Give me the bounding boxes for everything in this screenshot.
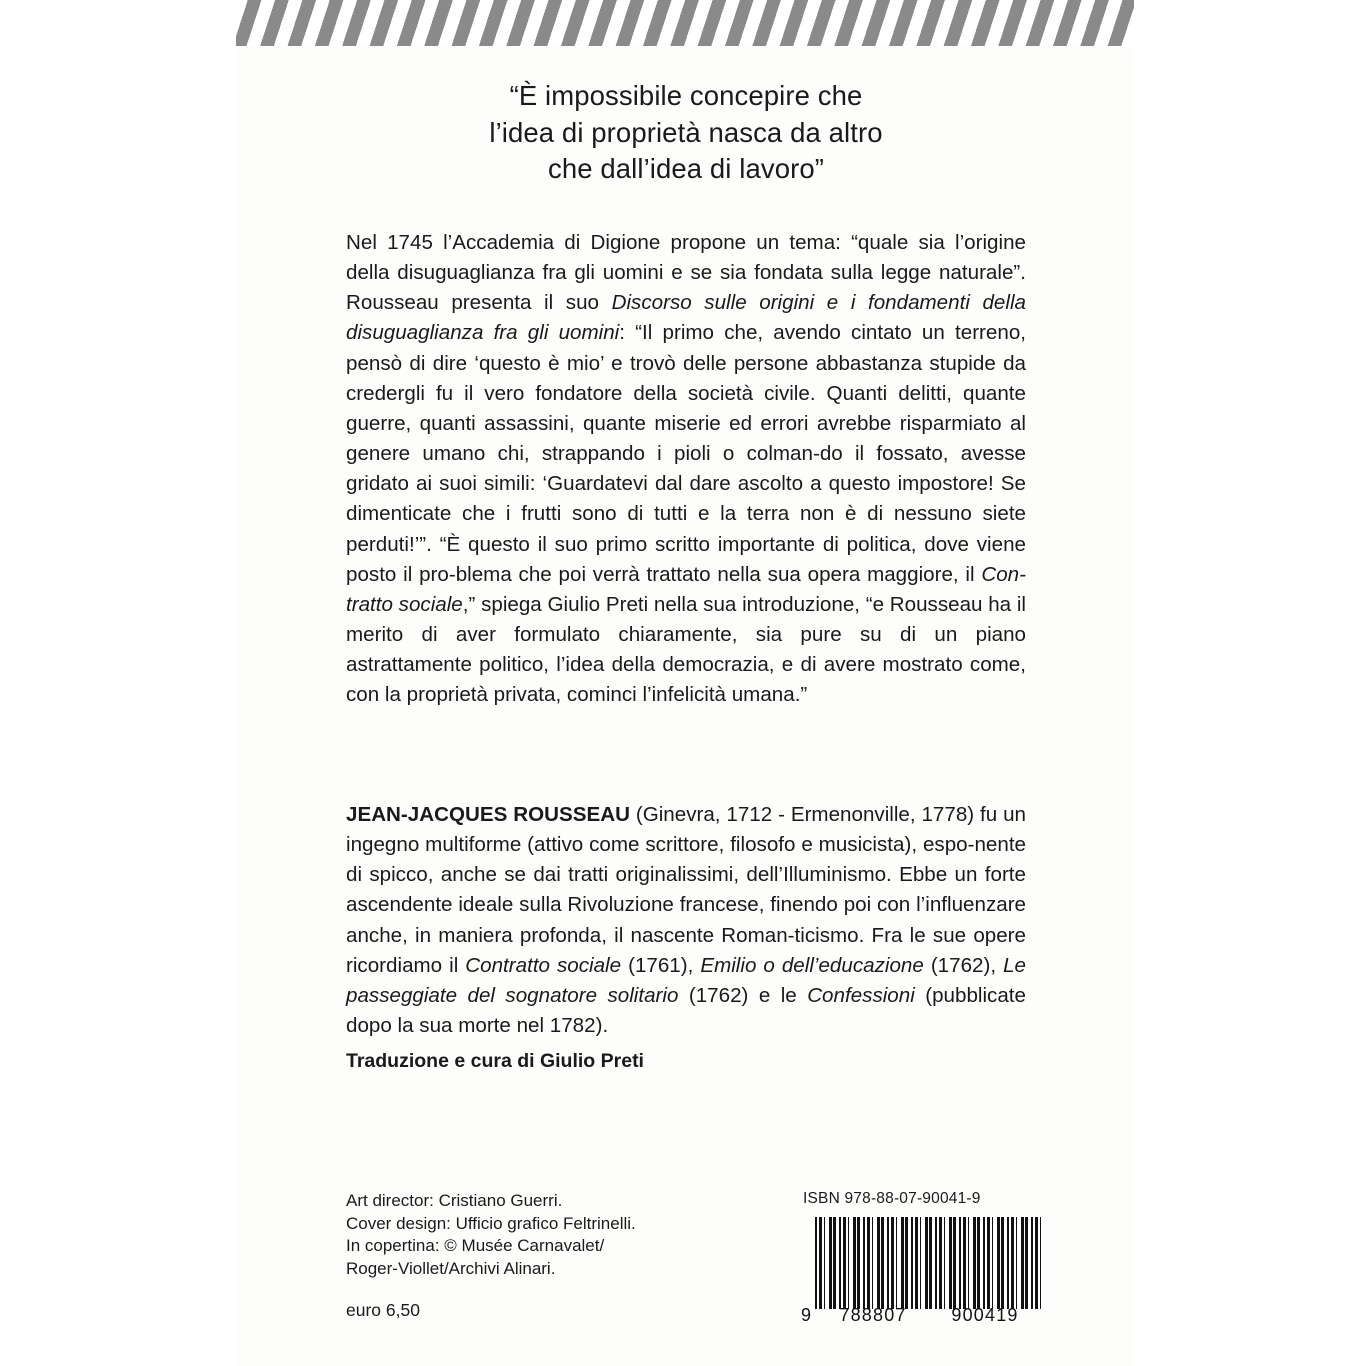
isbn-text: ISBN 978-88-07-90041-9 [803,1190,981,1207]
blurb-text: Nel 1745 l’Accademia di Digione propone un tema: “quale sia l’origine della disuguaglianza fra gli uomini e se sia fondata sulla legge naturale”. Rousseau presenta il suo Discorso sulle origini e i fondamenti della disuguaglianza fra gli uomini: “Il primo che, avendo cintato un terreno, pensò di dire ‘questo è mio’ e trovò delle persone abbastanza stupide da credergli fu il vero fondatore della società civile. Quanti delitti, quante guerre, quanti assassini, quante miserie ed errori avrebbe risparmiato al genere umano chi, strappando i pioli o colman-do il fossato, avesse gridato ai suoi simili: ‘Guardatevi dal dare ascolto a questo impostore! Se dimenticate che i frutti sono di tutti e la terra non è di nessuno siete perduti!’”. “È questo il suo primo scritto importante di politica, dove viene posto il pro-blema che poi verrà trattato nella sua opera maggiore, il Con-tratto sociale,” spiega Giulio Preti nella sua introduzione, “e Rousseau ha il merito di aver formulato chiaramente, sia pure su di un piano astrattamente politico, l’idea della democrazia, e di avere mostrato come, con la proprietà privata, cominci l’infelicità umana.” [346,231,1026,707]
barcode [801,1217,1049,1325]
pull-quote [286,78,1086,188]
barcode-bars [815,1217,1043,1309]
credit-line-cover-design: Cover design: Ufficio grafico Feltrinelli. [346,1213,636,1233]
barcode-digits-middle: 788807 [839,1305,907,1325]
isbn-block [801,1190,1066,1325]
pull-quote-line-2: l’idea di proprietà nasca da altro [489,116,883,148]
barcode-digits [801,1305,1049,1326]
barcode-digits-right: 900419 [951,1305,1019,1325]
production-credits [346,1190,766,1280]
translator-credit: Traduzione e cura di Giulio Preti [346,1050,644,1072]
barcode-digit-left: 9 [801,1305,813,1325]
book-back-cover [236,0,1134,1366]
price-label: euro 6,50 [346,1300,420,1320]
author-bio-text: JEAN-JACQUES ROUSSEAU (Ginevra, 1712 - Ermenonville, 1778) fu un ingegno multiforme (attivo come scrittore, filosofo e musicista), espo-nente di spicco, anche se dai tratti originalissimi, dell’Illuminismo. Ebbe un forte ascendente ideale sulla Rivoluzione francese, finendo poi con l’influenzare anche, in maniera profonda, il nascente Roman-ticismo. Fra le sue opere ricordiamo il Contratto sociale (1761), Emilio o dell’educazione (1762), Le passeggiate del sognatore solitario (1762) e le Confessioni (pubblicate dopo la sua morte nel 1782). [346,803,1026,1038]
credit-line-cover-image-2: Roger-Viollet/Archivi Alinari. [346,1258,556,1278]
credit-line-art-director: Art director: Cristiano Guerri. [346,1191,563,1210]
credit-line-cover-image-1: In copertina: © Musée Carnavalet/ [346,1236,605,1256]
pull-quote-line-3: che dall’idea di lavoro” [547,153,825,185]
cover-content [236,0,1134,1366]
pull-quote-line-1: “È impossibile concepire che [509,80,863,111]
